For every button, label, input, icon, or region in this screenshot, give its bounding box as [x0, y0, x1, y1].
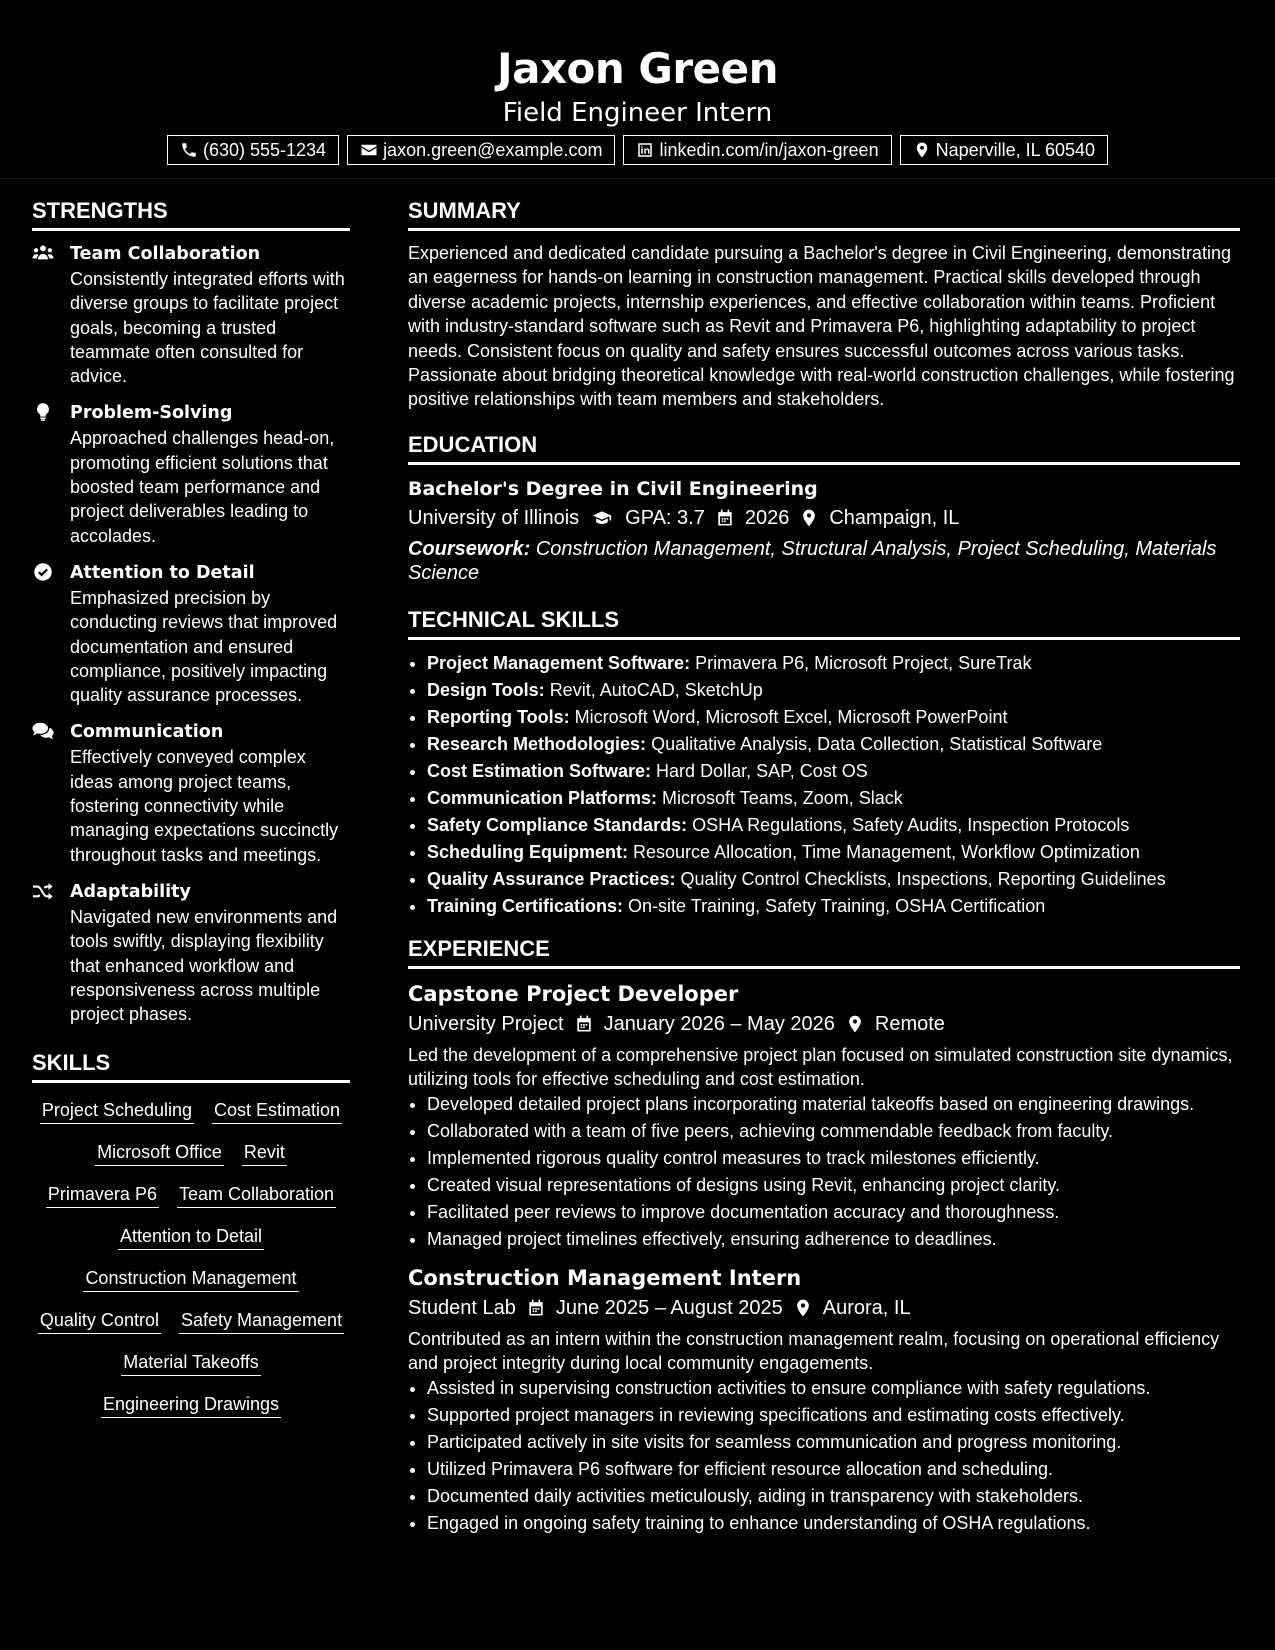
header-divider	[0, 178, 1275, 179]
education-meta	[408, 503, 1240, 533]
tech-value: Primavera P6, Microsoft Project, SureTrak	[695, 652, 1032, 673]
contact-location[interactable]	[900, 135, 1108, 165]
job-entry	[408, 1263, 1240, 1537]
shuffle-icon	[32, 881, 54, 901]
calendar-icon	[574, 1014, 594, 1034]
skill-tag: Construction Management	[83, 1265, 298, 1292]
job-org: Student Lab	[408, 1296, 516, 1319]
list-item: • Documented daily activities meticulously, aiding in transparency with stakeholders.	[427, 1483, 1240, 1510]
linkedin-text: linkedin.com/in/jaxon-green	[659, 140, 879, 160]
tech-value: Hard Dollar, SAP, Cost OS	[656, 760, 868, 781]
list-item: • Created visual representations of designs using Revit, enhancing project clarity.	[427, 1172, 1240, 1199]
tech-value: Microsoft Word, Microsoft Excel, Microsoft PowerPoint	[574, 706, 1008, 727]
phone-icon	[180, 141, 198, 159]
list-item	[427, 839, 1240, 866]
job-entry	[408, 979, 1240, 1253]
check-circle-icon	[32, 562, 54, 582]
phone-text: (630) 555-1234	[202, 140, 327, 160]
users-icon	[32, 243, 54, 263]
list-item	[427, 812, 1240, 839]
job-bullets	[408, 1091, 1240, 1253]
tech-value: OSHA Regulations, Safety Audits, Inspection Protocols	[692, 814, 1130, 835]
job-dates: June 2025 – August 2025	[555, 1296, 783, 1319]
tech-label: Research Methodologies:	[427, 733, 647, 754]
strength-item	[32, 719, 350, 866]
list-item	[427, 866, 1240, 893]
contact-phone[interactable]	[167, 135, 339, 165]
skill-tag: Quality Control	[38, 1307, 161, 1334]
job-bullets	[408, 1375, 1240, 1537]
contact-bar	[0, 135, 1275, 165]
education-heading: EDUCATION	[408, 430, 1240, 465]
strength-item	[32, 400, 350, 547]
tech-value: Revit, AutoCAD, SketchUp	[549, 679, 763, 700]
summary-heading: SUMMARY	[408, 196, 1240, 231]
job-description: Contributed as an intern within the construction management realm, focusing on operational efficiency and project integrity during local community engagements.	[408, 1328, 1220, 1373]
gpa-text: GPA: 3.7	[625, 506, 705, 529]
skill-tag: Safety Management	[179, 1307, 344, 1334]
summary-text: Experienced and dedicated candidate pursuing a Bachelor's degree in Civil Engineering, demonstrating an eagerness for hands-on learning in construction management. Practical skills developed through diverse academic projects, internship experiences, and effective collaboration within teams. Proficient with industry-standard software such as Revit and Primavera P6, highlighting adaptability to project needs. Consistent focus on quality and safety ensures successful outcomes across various tasks. Passionate about bridging theoretical knowledge with real-world construction challenges, while fostering positive relationships with team members and stakeholders.	[408, 243, 1235, 410]
contact-email[interactable]	[347, 135, 615, 165]
list-item	[427, 758, 1240, 785]
skill-tag: Attention to Detail	[118, 1223, 264, 1250]
technical-skills-list	[408, 650, 1240, 920]
linkedin-icon	[636, 141, 654, 159]
coursework	[408, 537, 1240, 585]
strength-desc: Emphasized precision by conducting reviews that improved documentation and ensured compliance, positively impacting quality assurance processes.	[70, 587, 338, 706]
candidate-name: Jaxon Green	[497, 44, 778, 93]
strength-desc: Approached challenges head-on, promoting efficient solutions that boosted team performance and project deliverables leading to accolades.	[70, 428, 335, 546]
job-description: Led the development of a comprehensive project plan focused on simulated construction site dynamics, utilizing tools for effective scheduling and cost estimation.	[408, 1044, 1233, 1089]
strength-desc: Consistently integrated efforts with diverse groups to facilitate project goals, becoming a trusted teammate often consulted for advice.	[70, 269, 345, 387]
strength-title: Problem-Solving	[70, 403, 233, 424]
list-item	[427, 704, 1240, 731]
map-marker-icon	[793, 1298, 813, 1318]
job-meta	[408, 1293, 1240, 1323]
tech-label: Design Tools:	[427, 679, 545, 700]
comments-icon	[32, 721, 54, 741]
tech-label: Quality Assurance Practices:	[427, 868, 676, 889]
job-org: University Project	[408, 1012, 564, 1035]
strength-title: Adaptability	[70, 881, 191, 902]
skill-tag: Project Scheduling	[40, 1097, 194, 1124]
candidate-title: Field Engineer Intern	[502, 98, 773, 128]
tech-label: Reporting Tools:	[427, 706, 570, 727]
tech-value: Quality Control Checklists, Inspections, Reporting Guidelines	[680, 868, 1166, 889]
strength-item	[32, 241, 350, 388]
lightbulb-icon	[32, 402, 54, 422]
map-marker-icon	[913, 141, 931, 159]
right-column	[408, 196, 1240, 1547]
list-item: • Developed detailed project plans incorporating material takeoffs based on engineering drawings.	[427, 1091, 1240, 1118]
list-item: • Facilitated peer reviews to improve documentation accuracy and thoroughness.	[427, 1199, 1240, 1226]
skill-tag: Material Takeoffs	[121, 1349, 260, 1376]
envelope-icon	[360, 141, 378, 159]
tech-label: Cost Estimation Software:	[427, 760, 652, 781]
strengths-heading: STRENGTHS	[32, 196, 350, 231]
degree-title: Bachelor's Degree in Civil Engineering	[408, 477, 818, 500]
job-title: Construction Management Intern	[408, 1265, 802, 1290]
contact-linkedin[interactable]	[623, 135, 891, 165]
experience-heading: EXPERIENCE	[408, 934, 1240, 969]
map-marker-icon	[845, 1014, 865, 1034]
skill-tag: Cost Estimation	[212, 1097, 342, 1124]
job-meta	[408, 1009, 1240, 1039]
tech-label: Communication Platforms:	[427, 787, 658, 808]
strength-title: Communication	[70, 722, 224, 743]
tech-label: Training Certifications:	[427, 895, 624, 916]
tech-label: Scheduling Equipment:	[427, 841, 628, 862]
list-item	[427, 731, 1240, 758]
list-item	[427, 893, 1240, 920]
strength-desc: Navigated new environments and tools swiftly, displaying flexibility that enhanced workflow and responsiveness across multiple project phases.	[70, 906, 338, 1025]
list-item: • Utilized Primavera P6 software for efficient resource allocation and scheduling.	[427, 1456, 1240, 1483]
tech-value: Resource Allocation, Time Management, Workflow Optimization	[633, 841, 1140, 862]
location-text: Naperville, IL 60540	[935, 140, 1096, 160]
list-item: • Implemented rigorous quality control measures to track milestones efficiently.	[427, 1145, 1240, 1172]
list-item: • Supported project managers in reviewing specifications and estimating costs effectively.	[427, 1402, 1240, 1429]
graduation-year: 2026	[744, 506, 790, 529]
list-item: • Collaborated with a team of five peers, achieving commendable feedback from faculty.	[427, 1118, 1240, 1145]
strength-item	[32, 560, 350, 707]
strength-title: Attention to Detail	[70, 562, 255, 583]
strength-title: Team Collaboration	[70, 244, 261, 264]
strength-item	[32, 879, 350, 1026]
skill-tag: Revit	[242, 1139, 287, 1166]
list-item	[427, 677, 1240, 704]
job-location: Remote	[874, 1012, 945, 1035]
job-dates: January 2026 – May 2026	[603, 1012, 835, 1035]
tech-label: Safety Compliance Standards:	[427, 814, 688, 835]
resume-header	[0, 0, 1275, 165]
skill-tag: Engineering Drawings	[101, 1391, 281, 1418]
list-item	[427, 650, 1240, 677]
list-item: • Assisted in supervising construction activities to ensure compliance with safety regulations.	[427, 1375, 1240, 1402]
technical-skills-heading: TECHNICAL SKILLS	[408, 605, 1240, 640]
map-marker-icon	[799, 508, 819, 528]
left-column	[32, 196, 350, 1418]
skills-list	[32, 1097, 350, 1418]
list-item	[427, 785, 1240, 812]
school-location: Champaign, IL	[829, 506, 960, 529]
calendar-icon	[526, 1298, 546, 1318]
school-name: University of Illinois	[408, 506, 580, 529]
coursework-list: Construction Management, Structural Analysis, Project Scheduling, Materials Science	[408, 537, 1217, 584]
tech-value: On-site Training, Safety Training, OSHA Certification	[628, 895, 1046, 916]
list-item: • Participated actively in site visits for seamless communication and progress monitoring.	[427, 1429, 1240, 1456]
strength-desc: Effectively conveyed complex ideas among project teams, fostering connectivity while managing expectations succinctly throughout tasks and meetings.	[70, 747, 339, 865]
tech-value: Qualitative Analysis, Data Collection, Statistical Software	[651, 733, 1103, 754]
skills-heading: SKILLS	[32, 1048, 350, 1083]
tech-label: Project Management Software:	[427, 652, 691, 673]
skill-tag: Primavera P6	[46, 1181, 159, 1208]
job-location: Aurora, IL	[822, 1296, 911, 1319]
list-item: • Engaged in ongoing safety training to enhance understanding of OSHA regulations.	[427, 1510, 1240, 1537]
job-title: Capstone Project Developer	[408, 981, 739, 1006]
coursework-label: Coursework:	[408, 537, 531, 560]
graduation-cap-icon	[589, 508, 615, 528]
calendar-icon	[715, 508, 735, 528]
skill-tag: Team Collaboration	[177, 1181, 336, 1208]
tech-value: Microsoft Teams, Zoom, Slack	[662, 787, 903, 808]
list-item: • Managed project timelines effectively, ensuring adherence to deadlines.	[427, 1226, 1240, 1253]
email-text: jaxon.green@example.com	[383, 140, 603, 160]
skill-tag: Microsoft Office	[95, 1139, 224, 1166]
